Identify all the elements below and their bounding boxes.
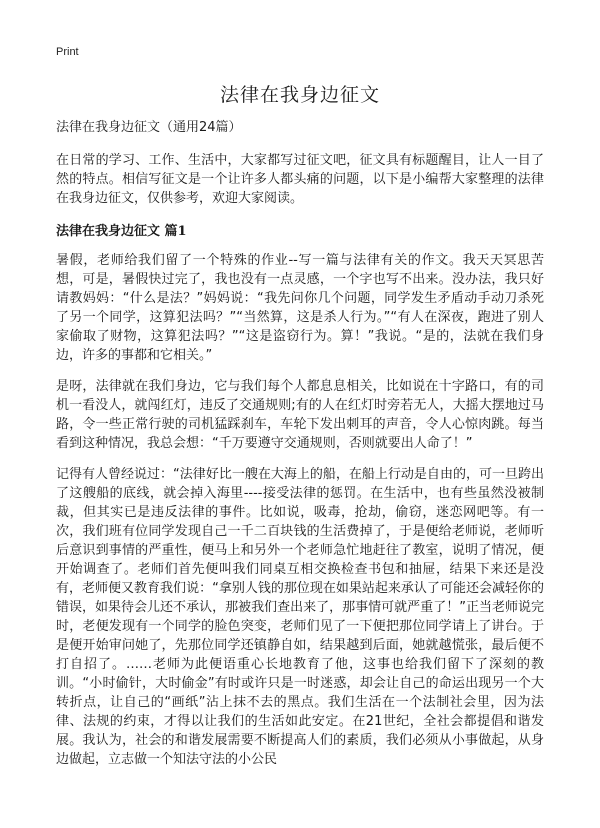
page-title: 法律在我身边征文 bbox=[219, 84, 380, 106]
document-body bbox=[56, 118, 544, 781]
body-paragraph: 暑假，老师给我们留了一个特殊的作业--写一篇与法律有关的作文。我天天冥思苦想，可是，暑假快过完了，我也没有一点灵感，一个字也写不出来。没办法，我只好请教妈妈：“什么是法？”妈妈说：“我先问你几个问题，同学发生矛盾动手动刀杀死了另一个同学，这算犯法吗？”“当然算，这是杀人行为。”“有人在深夜，跑进了别人家偷取了财物，这算犯法吗？”“这是盗窃行为。算！”我说。“是的，法就在我们身边，许多的事都和它相关。” bbox=[56, 253, 544, 363]
body-paragraph: 记得有人曾经说过：“法律好比一艘在大海上的船，在船上行动是自由的，可一旦跨出了这艘船的底线，就会掉入海里----接受法律的惩罚。在生活中，也有些虽然没被制裁，但其实已是违反法律的事件。比如说，吸毒，抢劫，偷窃，迷恋网吧等。有一次，我们班有位同学发现自己一千二百块钱的生活费掉了，于是便给老师说，老师听后意识到事情的严重性，便马上和另外一个老师急忙地赶往了教室，说明了情况，便开始调查了。老师们首先便叫我们同桌互相交换检查书包和抽屉，结果下来还是没有，老师便又教育我们说：“拿别人钱的那位现在如果站起来承认了可能还会减轻你的错误，如果待会儿还不承认，那被我们查出来了，那事情可就严重了！”正当老师说完时，老便发现有一个同学的脸色突变，老师们见了一下便把那位同学请上了讲台。于是便开始审问她了，先那位同学还镇静自如，结果越到后面，她就越慌张，最后便不打自招了。……老师为此便语重心长地教育了他，这事也给我们留下了深刻的教训。“小时偷针，大时偷金”有时或许只是一时迷惑，却会让自己的命运出现另一个大转折点，让自己的“画纸”沾上抹不去的黑点。我们生活在一个法制社会里，因为法律、法规的约束，才得以让我们的生活如此安定。在21世纪，全社会都提倡和谐发展。我认为，社会的和谐发展需要不断提高人们的素质，我们必须从小事做起，从身边做起，立志做一个知法守法的小公民 bbox=[56, 467, 544, 767]
section-heading: 法律在我身边征文 篇1 bbox=[56, 224, 187, 239]
body-paragraph: 是呀，法律就在我们身边，它与我们每个人都息息相关，比如说在十字路口，有的司机一看没人，就闯红灯，违反了交通规则;有的人在红灯时旁若无人，大摇大摆地过马路，令一些正常行驶的司机猛踩刹车，车轮下发出刺耳的声音，令人心惊肉跳。每当看到这种情况，我总会想：“千万要遵守交通规则，否则就要出人命了！” bbox=[56, 379, 544, 451]
document-subtitle: 法律在我身边征文（通用24篇） bbox=[56, 120, 242, 135]
intro-paragraph: 在日常的学习、工作、生活中，大家都写过征文吧，征文具有标题醒目，让人一目了然的特点。相信写征文是一个让许多人都头痛的问题，以下是小编帮大家整理的法律在我身边征文，仅供参考，欢迎大家阅读。 bbox=[56, 153, 544, 206]
print-label: Print bbox=[56, 46, 79, 58]
